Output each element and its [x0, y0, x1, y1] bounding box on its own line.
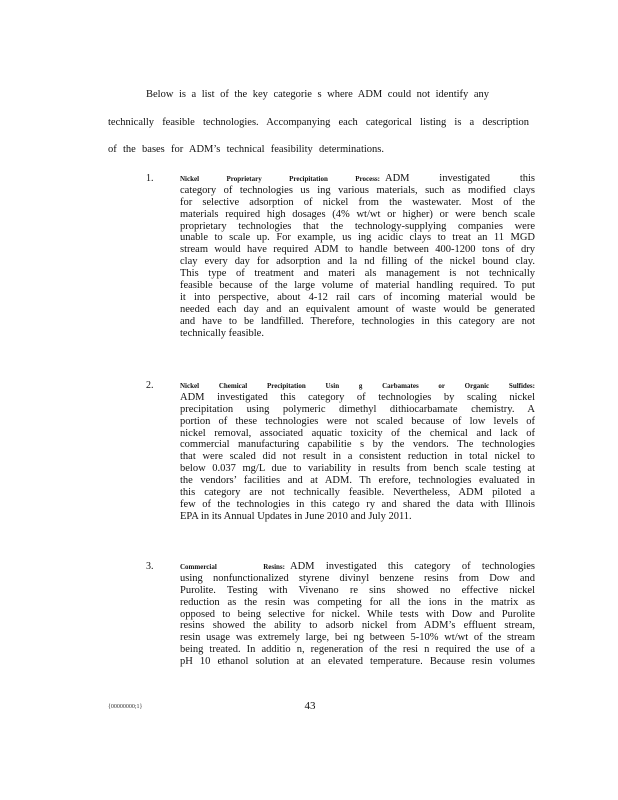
- list-item-number: 2.: [146, 380, 154, 391]
- item-line-text: ADM investigated this: [385, 173, 535, 184]
- item-line: feasible because of the large volume of material handling required. To put: [180, 280, 535, 292]
- intro-line-1: Below is a list of the key categorie s where ADM could not identify any: [146, 89, 489, 100]
- item-line: [180, 173, 535, 185]
- item-line: few of the technologies in this catego ry and shared the data with Illinois: [180, 498, 535, 510]
- item-line: technically feasible.: [180, 327, 264, 339]
- item-line-text: ADM investigated this category of technologies: [290, 561, 535, 572]
- item-line: resins showed the ability to adsorb nickel from ADM’s effluent stream,: [180, 620, 535, 632]
- item-line: precipitation using polymeric dimethyl dithiocarbamate chemistry. A: [180, 403, 535, 415]
- item-line: being treated. In additio n, regeneration of the resi n required the use of a: [180, 644, 535, 656]
- item-line: needed each day and an equivalent amount of waste would be generated: [180, 303, 535, 315]
- item-line: for selective adsorption of nickel from the wastewater. Most of the: [180, 196, 535, 208]
- item-line: the vendors’ facilities and at ADM. Th erefore, technologies evaluated in: [180, 475, 535, 487]
- list-item-body: [180, 380, 535, 523]
- list-item-number: 3.: [146, 561, 154, 572]
- intro-line-3: of the bases for ADM’s technical feasibility determinations.: [108, 144, 384, 155]
- item-line: and have to be landfilled. Therefore, technologies in this category are not: [180, 315, 535, 327]
- item-line: proprietary technologies that the technology-supplying companies were: [180, 220, 535, 232]
- item-line: materials required high dosages (4% wt/wt or higher) or were bench scale: [180, 208, 535, 220]
- intro-line-2: technically feasible technologies. Accompanying each categorical listing is a description: [108, 117, 529, 128]
- list-item-body: [180, 561, 535, 668]
- list-item-body: [180, 173, 535, 339]
- item-line: reduction as the resin was competing for all the ions in the matrix as: [180, 596, 535, 608]
- item-heading: Commercial Resins:: [180, 563, 285, 571]
- item-line: stream would have required ADM to handle between 400-1200 tons of dry: [180, 244, 535, 256]
- item-line: it into perspective, about 4-12 rail cars of incoming material would be: [180, 291, 535, 303]
- item-line: nickel removal, associated aquatic toxicity of the chemical and lack of: [180, 427, 535, 439]
- item-line: commercial manufacturing capabilitie s by the vendors. The technologies: [180, 439, 535, 451]
- item-line: using nonfunctionalized styrene divinyl benzene resins from Dow and: [180, 572, 535, 584]
- item-line: This type of treatment and materi als management is not technically: [180, 268, 535, 280]
- item-line: category of technologies us ing various materials, such as modified clays: [180, 184, 535, 196]
- item-line: clay every day for adsorption and la nd filling of the nickel bound clay.: [180, 256, 535, 268]
- item-heading: [180, 380, 535, 392]
- item-line: below 0.037 mg/L due to variability in results from bench scale testing at: [180, 463, 535, 475]
- item-line: unable to scale up. For example, us ing acidic clays to treat an 11 MGD: [180, 232, 535, 244]
- item-line: [180, 561, 535, 573]
- item-line: Purolite. Testing with Vivenano re sins showed no effective nickel: [180, 584, 535, 596]
- item-line: pH 10 ethanol solution at an elevated temperature. Because resin volumes: [180, 656, 535, 668]
- item-line: ADM investigated this category of technologies by scaling nickel: [180, 391, 535, 403]
- document-code: {00000000;1}: [108, 704, 143, 710]
- item-heading-text: Nickel Chemical Precipitation Usin g Carbamates or Organic Sulfides:: [180, 382, 535, 390]
- item-line: portion of these technologies were not scaled because of low levels of: [180, 415, 535, 427]
- list-item-number: 1.: [146, 173, 154, 184]
- item-heading: Nickel Proprietary Precipitation Process:: [180, 175, 380, 183]
- page-number: 43: [304, 700, 316, 712]
- item-line: that were scaled did not result in a consistent reduction in total nickel to: [180, 451, 535, 463]
- item-line: resin usage was extremely large, bei ng between 5-10% wt/wt of the stream: [180, 632, 535, 644]
- item-line: this category are not technically feasible. Nevertheless, ADM piloted a: [180, 487, 535, 499]
- item-line: opposed to being selective for nickel. While tests with Dow and Purolite: [180, 608, 535, 620]
- item-line: EPA in its Annual Updates in June 2010 and July 2011.: [180, 510, 412, 522]
